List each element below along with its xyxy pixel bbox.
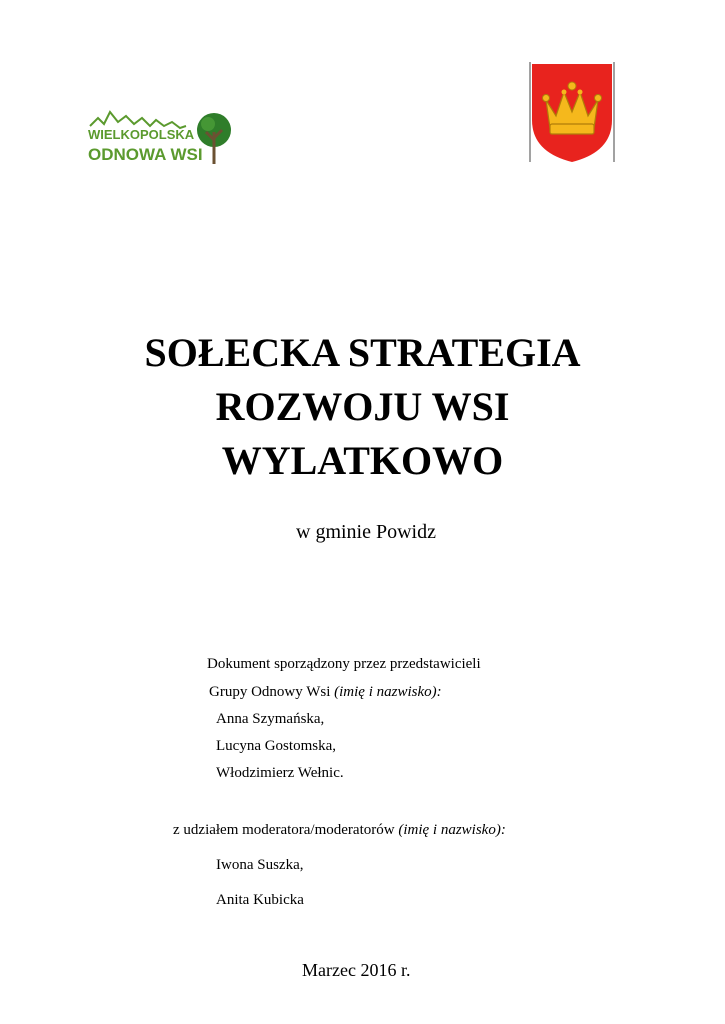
author-name: Lucyna Gostomska, — [216, 738, 336, 754]
moderators-intro: z udziałem moderatora/moderatorów — [173, 822, 395, 838]
authors-group: Grupy Odnowy Wsi — [209, 684, 331, 700]
document-title — [0, 326, 725, 488]
document-date: Marzec 2016 r. — [302, 960, 411, 980]
logo-line1: WIELKOPOLSKA — [88, 127, 195, 142]
moderators-note: (imię i nazwisko): — [398, 822, 506, 838]
wielkopolska-odnowa-wsi-logo — [86, 106, 234, 166]
village-tree-icon — [86, 106, 234, 166]
logo-line2: ODNOWA WSI — [88, 145, 203, 164]
title-line-1: SOŁECKA STRATEGIA — [144, 330, 581, 375]
author-name: Włodzimierz Wełnic. — [216, 765, 344, 781]
authors-group-note: (imię i nazwisko): — [334, 684, 442, 700]
authors-group-line — [209, 684, 442, 701]
coat-of-arms — [528, 62, 616, 164]
title-line-3: WYLATKOWO — [221, 438, 504, 483]
crown-on-red-shield-icon — [528, 62, 616, 164]
moderators-intro-line — [173, 822, 506, 839]
moderator-name: Anita Kubicka — [216, 892, 304, 908]
authors-intro: Dokument sporządzony przez przedstawicieli — [207, 656, 481, 672]
title-line-2: ROZWOJU WSI — [215, 384, 510, 429]
subtitle: w gminie Powidz — [296, 521, 436, 543]
author-name: Anna Szymańska, — [216, 711, 325, 727]
moderator-name: Iwona Suszka, — [216, 857, 304, 873]
